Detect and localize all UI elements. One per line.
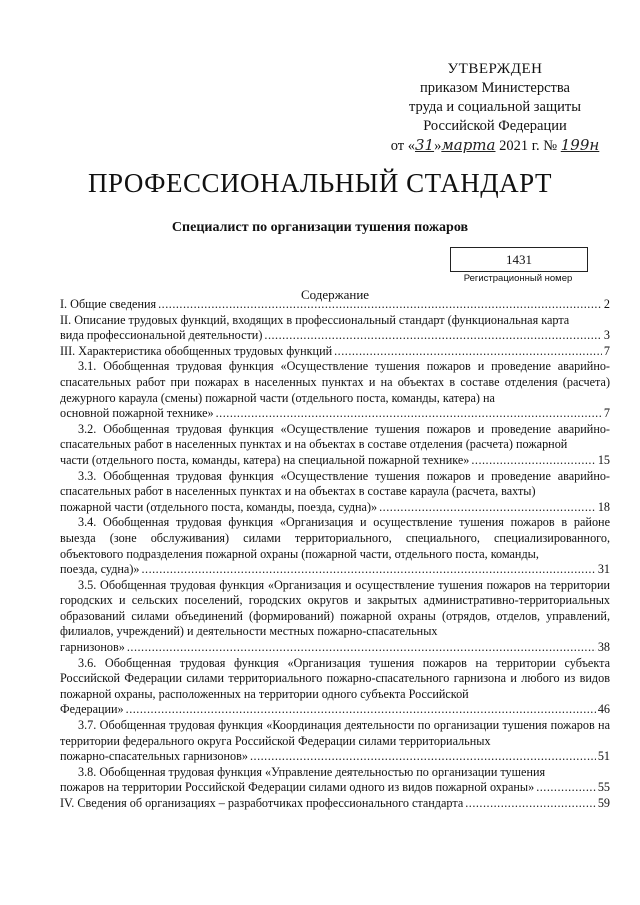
toc-page-number: 2 (603, 297, 610, 311)
toc-entry-3-7[interactable]: 3.7. Обобщенная трудовая функция «Координация деятельности по организации тушения пожаров на территории федерального округа Российской Федерации силами территориальных пожарно-спасательных гарнизонов» ..... 51 (60, 718, 610, 765)
document-subtitle: Специалист по организации тушения пожаров (171, 220, 469, 235)
toc-page-number: 51 (597, 749, 610, 764)
registration-number-box: 1431 (450, 247, 588, 272)
toc-page-number: 38 (597, 640, 610, 655)
toc-entry-3-8[interactable]: 3.8. Обобщенная трудовая функция «Управление деятельностью по организации тушения пожаров на территории Российской Федерации силами одного из видов пожарной охраны» ..... 55 (60, 765, 610, 796)
toc-page-number: 31 (597, 562, 610, 577)
toc-entry-3-2[interactable]: 3.2. Обобщенная трудовая функция «Осуществление тушения пожаров и проведение аварийно-спасательных работ в населенных пунктах и на объектах в составе отделения (расчета) пожарной части (отдельного поста, команды, катера) на специальной пожарной технике» ..... 15 (60, 422, 610, 469)
toc-page-number: 18 (597, 499, 610, 514)
toc-entry-3-6[interactable]: 3.6. Обобщенная трудовая функция «Организация тушения пожаров на территории субъекта Российской Федерации силами территориального пожарно-спасательного гарнизона и любого из видов пожарной охраны, расположенных на территории одного субъекта Российской Федерации» ..... 46 (60, 656, 610, 718)
federation-line: Российской Федерации (423, 118, 567, 134)
toc-page-number: 55 (597, 780, 610, 795)
approved-heading: УТВЕРЖДЕН (447, 61, 543, 77)
order-day: 31 (414, 136, 435, 154)
toc-entry-4[interactable]: IV. Сведения об организациях – разработчиках профессионального стандарта ..... 59 (60, 796, 610, 812)
approved-by-line: приказом Министерства (420, 80, 570, 96)
toc-entry-3-1[interactable]: 3.1. Обобщенная трудовая функция «Осуществление тушения пожаров и проведение аварийно-спасательных работ при пожарах в населенных пунктах и на объектах в составе отделения (расчета) дежурного караула (смены) пожарной части (отдельного поста, команды, катера) на основной пожарной технике» ..... 7 (60, 359, 610, 421)
table-of-contents (60, 297, 610, 812)
toc-entry-3-4[interactable]: 3.4. Обобщенная трудовая функция «Организация и осуществление тушения пожаров в районе выезда (зоне обслуживания) силами территориального, специального, специализированного, объектового подразделения пожарной охраны (пожарной части, отдельного поста, команды, поезда, судна)» ..... 31 (60, 515, 610, 577)
toc-entry-3-5[interactable]: 3.5. Обобщенная трудовая функция «Организация и осуществление тушения пожаров на территории городских и сельских поселений, городских округов и закрытых административно-территориальных образований силами объединений (формирований) пожарной охраны (отрядов, отделов, управлений, филиалов, учреждений) и деятельности местных пожарно-спасательных гарнизонов» ..... 38 (60, 578, 610, 656)
toc-entry-3[interactable]: III. Характеристика обобщенных трудовых функций ..... 7 (60, 344, 610, 360)
approval-stamp (380, 60, 610, 156)
document-title: ПРОФЕССИОНАЛЬНЫЙ СТАНДАРТ (87, 168, 553, 198)
toc-page-number: 15 (597, 452, 610, 467)
toc-entry-1[interactable]: I. Общие сведения ..... 2 (60, 297, 610, 313)
ministry-line: труда и социальной защиты (409, 99, 581, 115)
toc-page-number: 7 (603, 406, 610, 421)
order-date-line: от «31»марта 2021 г. № 199н (390, 136, 600, 154)
toc-page-number: 46 (597, 702, 610, 717)
toc-entry-2[interactable]: II. Описание трудовых функций, входящих в профессиональный стандарт (функциональная карта вида профессиональной деятельности) ..... 3 (60, 313, 610, 344)
toc-heading: Содержание (300, 287, 370, 302)
toc-page-number: 7 (603, 343, 610, 358)
toc-page-number: 59 (597, 796, 610, 810)
order-number: 199н (560, 136, 600, 154)
order-month: марта (441, 136, 496, 154)
toc-entry-3-3[interactable]: 3.3. Обобщенная трудовая функция «Осуществление тушения пожаров и проведение аварийно-спасательных работ в населенных пунктах и на объектах в составе караула (расчета, вахты) пожарной части (отдельного поста, команды, поезда, судна)» ..... 18 (60, 469, 610, 516)
registration-caption: Регистрационный номер (463, 273, 573, 284)
toc-page-number: 3 (603, 328, 610, 343)
